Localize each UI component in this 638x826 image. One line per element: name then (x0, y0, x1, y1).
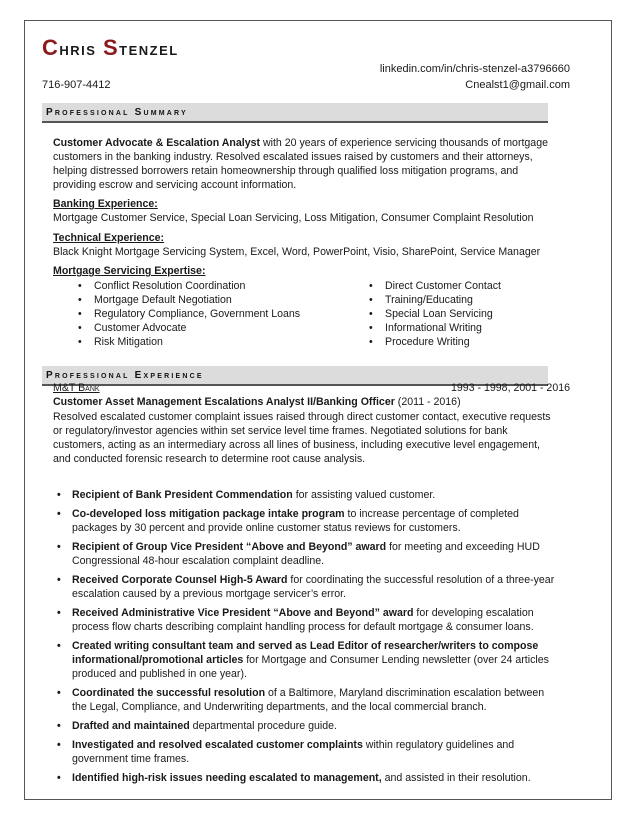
list-item: • Risk Mitigation (78, 335, 300, 349)
list-item: • Direct Customer Contact (369, 279, 501, 293)
summary-lead: Customer Advocate & Escalation Analyst (53, 137, 261, 149)
job-title: Customer Asset Management Escalations Analyst II/Banking Officer (2011 - 2016) (53, 396, 461, 408)
list-item: • Special Loan Servicing (369, 307, 501, 321)
list-item: • Conflict Resolution Coordination (78, 279, 300, 293)
section-title-summary: Professional Summary (46, 107, 188, 118)
list-item: • Co-developed loss mitigation package intake program to increase percentage of completed packages by 30 percent and provide online customer status reviews for customers. (53, 507, 558, 535)
list-item: • Investigated and resolved escalated customer complaints within regulatory guidelines and government time frames. (53, 738, 558, 766)
banking-experience-label: Banking Experience: (53, 198, 158, 210)
section-header-summary (42, 103, 548, 123)
banking-experience-text: Mortgage Customer Service, Special Loan Servicing, Loss Mitigation, Consumer Complaint Resolution (53, 212, 534, 224)
expertise-label: Mortgage Servicing Expertise: (53, 265, 206, 277)
linkedin-url[interactable]: linkedin.com/in/chris-stenzel-a3796660 (379, 63, 570, 75)
technical-experience-label: Technical Experience: (53, 232, 165, 244)
achievement-list (53, 488, 558, 790)
list-item: • Regulatory Compliance, Government Loans (78, 307, 300, 321)
expertise-list-left (78, 279, 300, 349)
list-item: • Coordinated the successful resolution of a Baltimore, Maryland discrimination escalation between the Legal, Compliance, and Underwriting departments, and the local commercial branch. (53, 686, 558, 714)
list-item: • Received Corporate Counsel High-5 Award for coordinating the successful resolution of a three-year escalation caused by a previous mortgage servicer’s error. (53, 573, 558, 601)
list-item: • Identified high-risk issues needing escalated to management, and assisted in their resolution. (53, 771, 558, 785)
list-item: • Informational Writing (369, 321, 501, 335)
candidate-name: Chris Stenzel (42, 35, 179, 60)
company-name: M&T Bank (53, 382, 100, 394)
role-description: Resolved escalated customer complaint issues raised through direct customer contact, executive requests or regulatory/investor agencies within set service level time frames. Negotiated solutions for bank customers, acting as an intermediary across all lines of business, including executive level engagement, and conducted forensic research to determine root cause analysis. (53, 411, 551, 465)
list-item: • Recipient of Group Vice President “Above and Beyond” award for meeting and exceeding HUD Congressional 48-hour escalation complaint deadline. (53, 540, 558, 568)
technical-experience-text: Black Knight Mortgage Servicing System, Excel, Word, PowerPoint, Visio, SharePoint, Service Manager (53, 246, 541, 258)
list-item: • Received Administrative Vice President “Above and Beyond” award for developing escalation process flow charts describing complaint handling process for default mortgage & consumer loans. (53, 606, 558, 634)
list-item: • Mortgage Default Negotiation (78, 293, 300, 307)
list-item: • Customer Advocate (78, 321, 300, 335)
summary-paragraph (53, 136, 553, 192)
summary-text: with 20 years of experience servicing thousands of mortgage customers in the banking industry. Resolved escalated issues raised by customers and their attorneys, helping distressed borrowers retain homeownership through qualified loss mitigation programs, and providing escrow and servicing account information. (53, 137, 548, 191)
list-item: • Procedure Writing (369, 335, 501, 349)
list-item: • Created writing consultant team and served as Lead Editor of researcher/writers to compose informational/promotional articles for Mortgage and Consumer Lending newsletter (over 24 articles produced and published in one year). (53, 639, 558, 681)
employment-dates: 1993 - 1998, 2001 - 2016 (451, 382, 570, 394)
email-address[interactable]: Cnealst1@gmail.com (465, 79, 570, 91)
list-item: • Recipient of Bank President Commendation for assisting valued customer. (53, 488, 558, 502)
expertise-list-right (369, 279, 501, 349)
phone-number: 716-907-4412 (42, 79, 111, 91)
section-title-experience: Professional Experience (46, 370, 204, 381)
list-item: • Drafted and maintained departmental procedure guide. (53, 719, 558, 733)
list-item: • Training/Educating (369, 293, 501, 307)
